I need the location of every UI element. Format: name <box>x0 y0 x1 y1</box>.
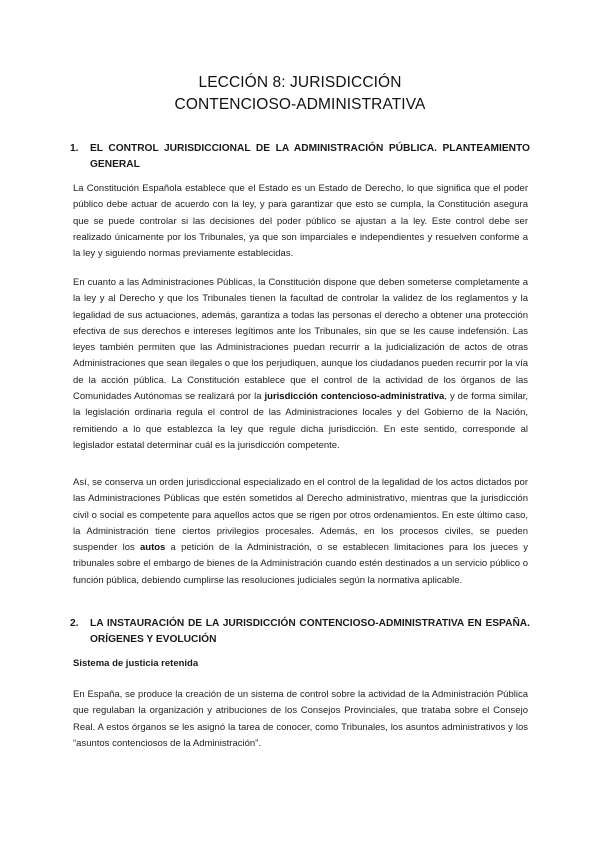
section-1-heading-text: EL CONTROL JURISDICCIONAL DE LA ADMINISTRACIÓN PÚBLICA. PLANTEAMIENTO GENERAL <box>90 143 530 170</box>
lesson-title-line-2: CONTENCIOSO-ADMINISTRATIVA <box>174 96 426 113</box>
paragraph-2 <box>73 275 528 454</box>
section-2-number: 2. <box>70 618 79 629</box>
paragraph-2-bold-term: jurisdicción contencioso-administrativa <box>264 391 445 403</box>
paragraph-1: La Constitución Española establece que el Estado es un Estado de Derecho, lo que significa que el poder público debe actuar de acuerdo con la ley, y para garantizar que esto se cumpla, la Constitución asegura que se puede controlar si las decisiones del poder público se ajustan a la ley. Este control debe ser realizado únicamente por los Tribunales, ya que son imparciales e independientes y resuelven conforme a la ley y siguiendo normas previamente establecidas. <box>73 183 528 260</box>
paragraph-2-text-b: , y de forma similar, la legislación ordinaria regula el control de las Administraciones locales y del Gobierno de la Nación, remitiendo a lo que establezca la ley que regule dicha jurisdicción. En este sentido, corresponde al legislador estatal determinar cuál es la jurisdicción competente. <box>73 391 528 451</box>
subheading-justicia-retenida: Sistema de justicia retenida <box>73 658 199 669</box>
paragraph-3 <box>73 475 528 589</box>
section-1-number: 1. <box>70 143 79 154</box>
paragraph-4: En España, se produce la creación de un sistema de control sobre la actividad de la Administración Pública que regulaban la organización y atribuciones de los Consejos Provinciales, que trataba sobre el Consejo Real. A estos órganos se les asignó la tarea de conocer, como Tribunales, los asuntos administrativos y los “asuntos contenciosos de la Administración”. <box>73 689 528 749</box>
paragraph-3-text-a: Así, se conserva un orden jurisdiccional especializado en el control de la legalidad de los actos dictados por las Administraciones Públicas que estén sometidos al Derecho administrativo, mientras que la jurisdicción civil o social es competente para aquellos actos que se rigen por otros ordenamientos. En este último caso, la Administración tiene ciertos privilegios procesales. Además, en los procesos civiles, se pueden suspender los <box>73 477 528 554</box>
section-1-heading <box>70 141 530 173</box>
section-2-heading <box>70 616 530 648</box>
paragraph-3-text-b: a petición de la Administración, o se establecen limitaciones para los jueces y tribunales sobre el embargo de bienes de la Administración cuando estén destinados a un servicio público o función pública, debiendo cumplirse las resoluciones judiciales según la normativa aplicable. <box>73 542 529 586</box>
lesson-title-line-1: LECCIÓN 8: JURISDICCIÓN <box>198 74 402 91</box>
section-2-heading-text: LA INSTAURACIÓN DE LA JURISDICCIÓN CONTENCIOSO-ADMINISTRATIVA EN ESPAÑA. ORÍGENES Y EVOLUCIÓN <box>90 618 530 645</box>
paragraph-2-text-a: En cuanto a las Administraciones Públicas, la Constitución dispone que deben someterse completamente a la ley y al Derecho y que los Tribunales tienen la facultad de controlar la validez de los reglamentos y la legalidad de sus actuaciones, además, garantiza a todas las personas el derecho a obtener una protección efectiva de sus derechos e intereses legítimos ante los Tribunales, sin que se les cause indefensión. Las leyes también permiten que las Administraciones puedan recurrir a la judicialización de actos de otras Administraciones que sean ilegales o que los perjudiquen, aunque los ciudadanos pueden recurrir por la vía de la acción pública. La Constitución establece que el control de la actividad de los órganos de las Comunidades Autónomas se realizará por la <box>73 277 528 403</box>
paragraph-3-bold-term: autos <box>139 542 166 554</box>
